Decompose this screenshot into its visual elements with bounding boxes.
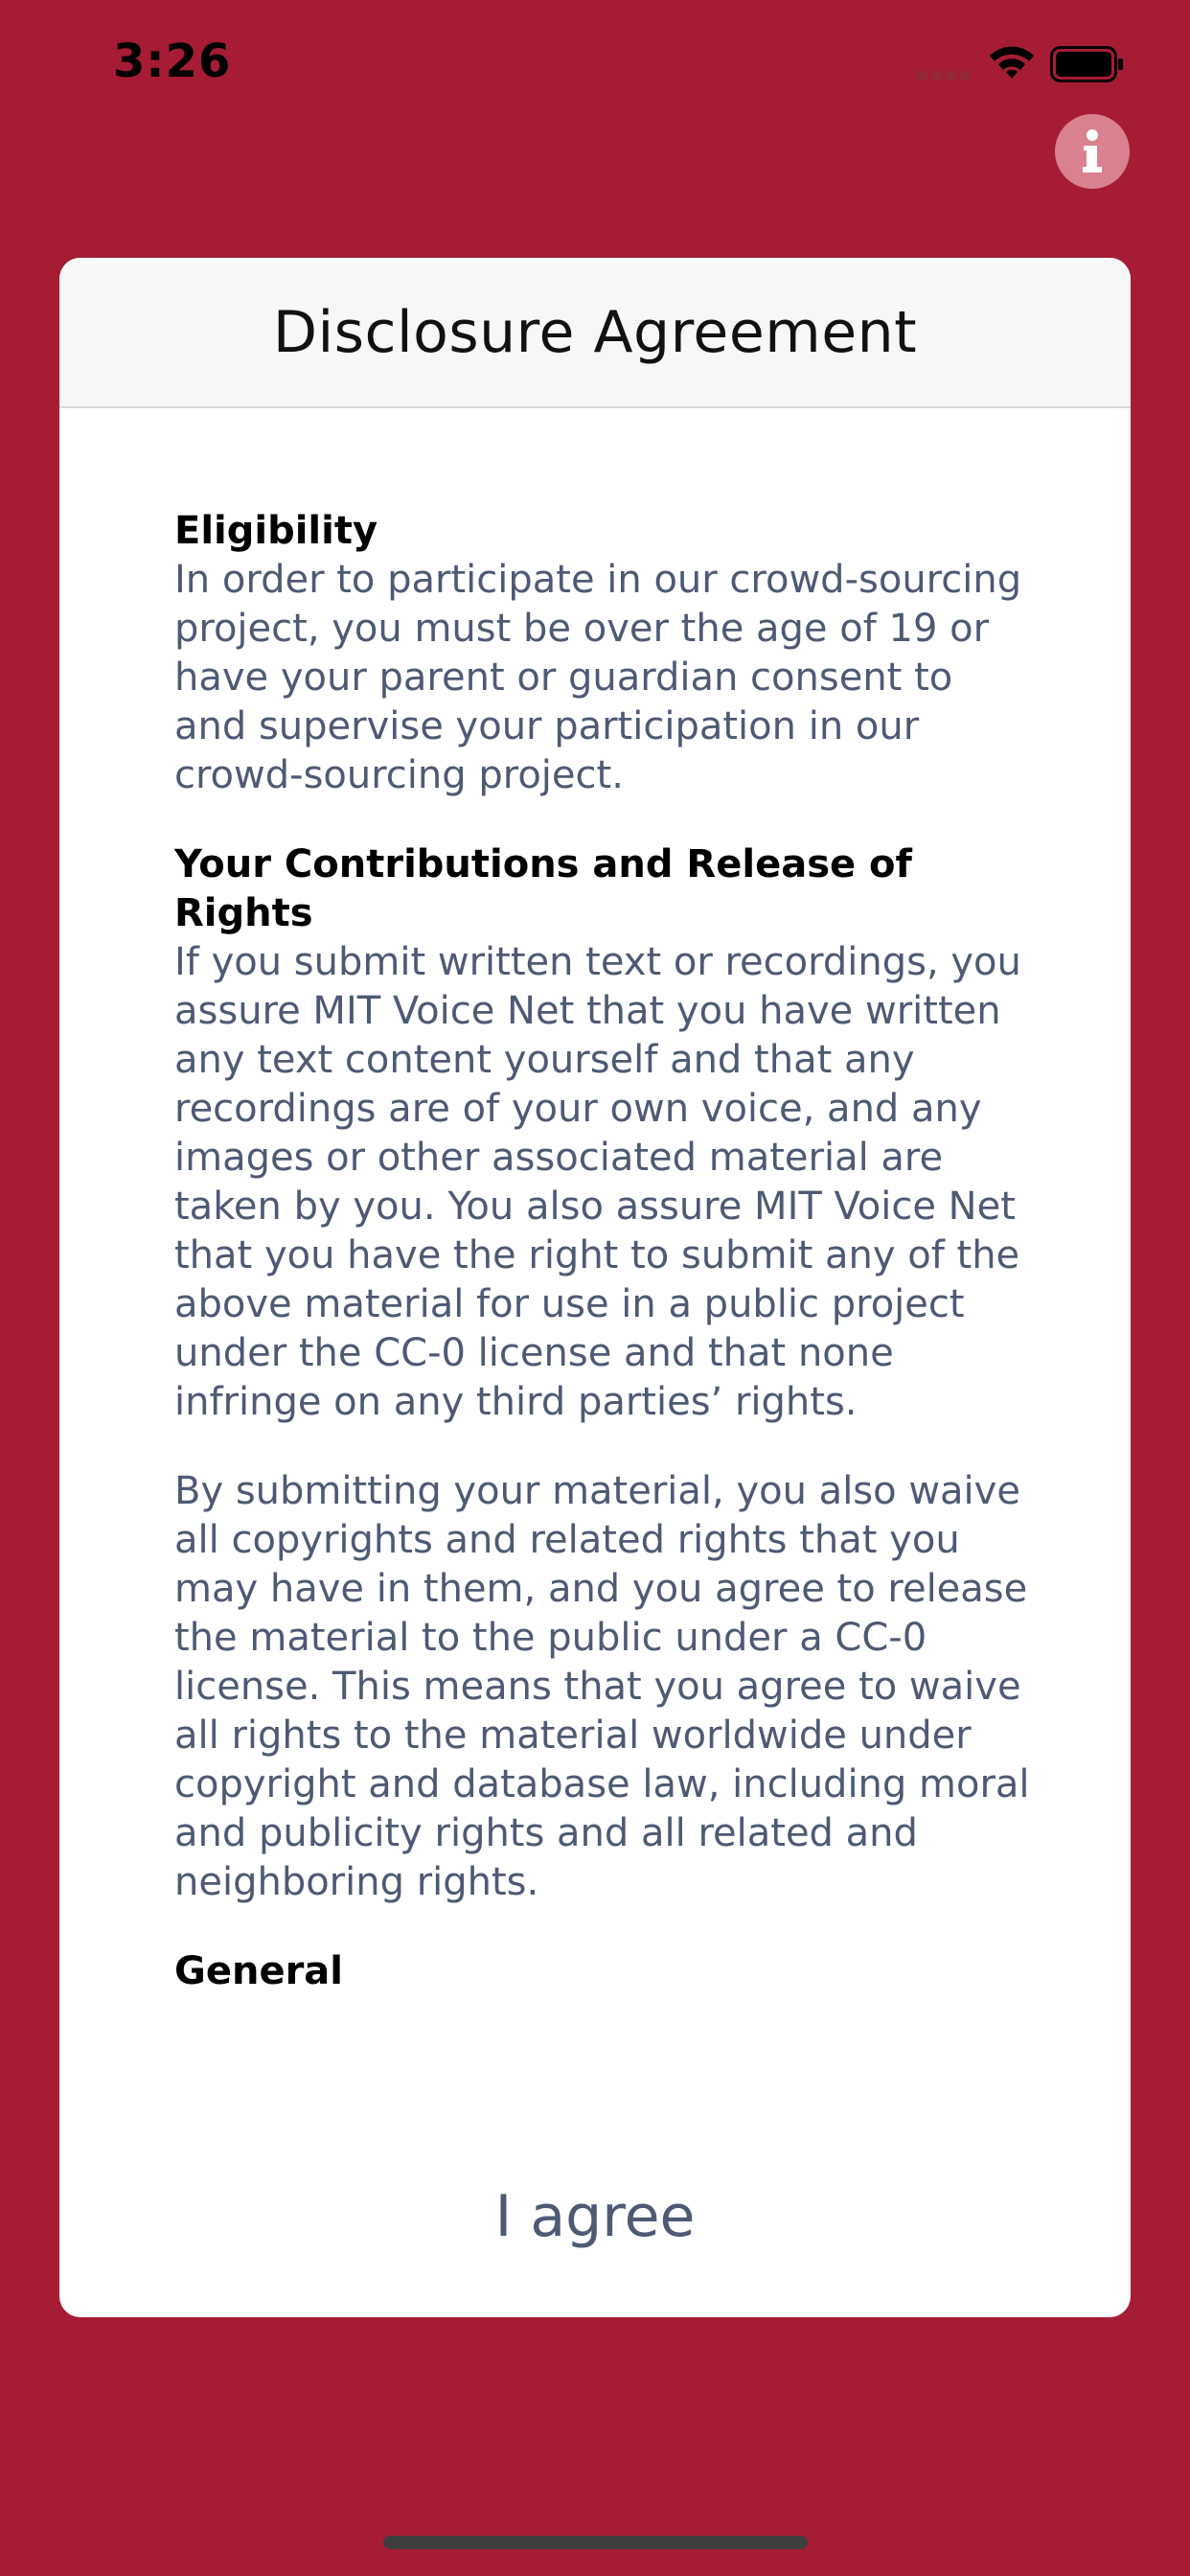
status-time: 3:26 (113, 34, 232, 88)
cellular-signal-icon (918, 67, 972, 85)
info-icon (1055, 114, 1130, 189)
home-indicator[interactable] (383, 2536, 808, 2549)
dialog-header (59, 258, 1131, 408)
section-heading: Your Contributions and Release of Rights (174, 842, 912, 935)
section-paragraph: In order to participate in our crowd-sourcing project, you must be over the age of 19 or have your parent or guardian consent to and supervise your participation in our crowd-sourcing project. (174, 558, 1022, 797)
disclosure-dialog (59, 258, 1131, 2317)
section-paragraph: If you submit written text or recordings, you assure MIT Voice Net that you have written any text content yourself and that any recordings are of your own voice, and any images or other associated material are taken by you. You also assure MIT Voice Net that you have the right to submit any of the above material for use in a public project under the CC-0 license and that none infringe on any third parties’ rights. (174, 940, 1021, 1424)
contributions-section (174, 840, 1037, 1907)
agree-button[interactable]: I agree (59, 2164, 1131, 2269)
info-button[interactable] (1055, 114, 1130, 189)
battery-icon (1050, 46, 1125, 87)
wifi-icon (987, 44, 1037, 87)
general-section (174, 1947, 1037, 1996)
agreement-text-scroll[interactable] (174, 507, 1037, 2036)
section-heading: Eligibility (174, 509, 378, 553)
section-heading: General (174, 1949, 343, 1993)
section-paragraph: By submitting your material, you also waive all copyrights and related rights that you may have in them, and you agree to release the material to the public under a CC-0 license. This means that you agree to waive all rights to the material worldwide under copyright and database law, including moral and publicity rights and all related and neighboring rights. (174, 1469, 1030, 1904)
dialog-title: Disclosure Agreement (272, 298, 918, 366)
eligibility-section (174, 507, 1037, 800)
